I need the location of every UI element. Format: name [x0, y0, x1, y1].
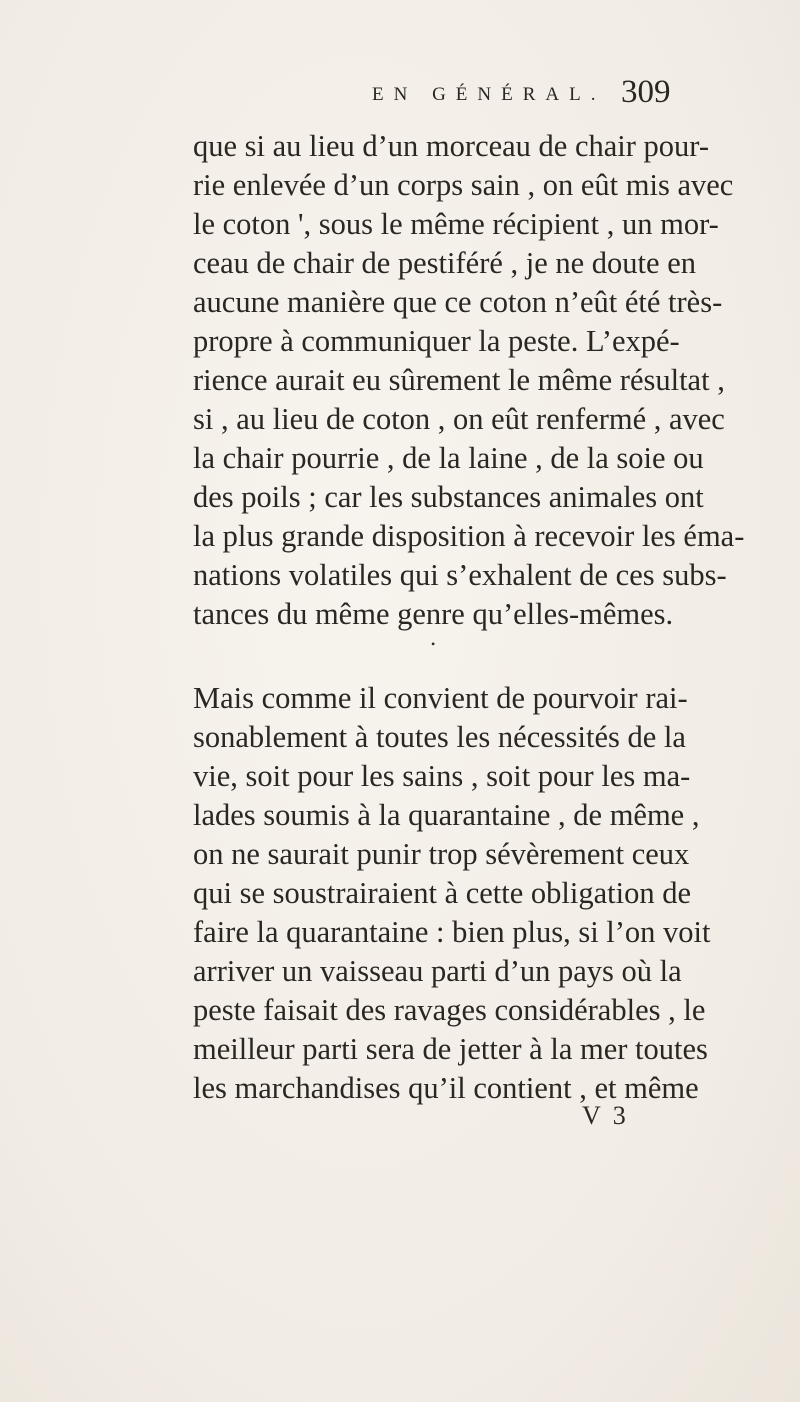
- text-line: peste faisait des ravages considérables , le: [193, 993, 706, 1027]
- text-line: Mais comme il convient de pourvoir rai-: [193, 681, 688, 715]
- text-line: meilleur parti sera de jetter à la mer toutes: [193, 1032, 708, 1066]
- text-line: aucune manière que ce coton n’eût été très-: [193, 285, 723, 319]
- running-title: EN GÉNÉRAL.: [372, 84, 606, 105]
- text-line: le coton ', sous le même récipient , un mor-: [193, 207, 719, 241]
- text-line: on ne saurait punir trop sévèrement ceux: [193, 837, 690, 871]
- text-line: rie enlevée d’un corps sain , on eût mis avec: [193, 168, 734, 202]
- text-line: ceau de chair de pestiféré , je ne doute en: [193, 246, 696, 280]
- text-line: nations volatiles qui s’exhalent de ces subs-: [193, 558, 727, 592]
- signature-mark: V 3: [582, 1101, 629, 1130]
- page-number: 309: [621, 74, 671, 110]
- text-line: sonablement à toutes les nécessités de la: [193, 720, 686, 754]
- text-line: les marchandises qu’il contient , et même: [193, 1071, 699, 1105]
- text-line: arriver un vaisseau parti d’un pays où la: [193, 954, 682, 988]
- text-line: la chair pourrie , de la laine , de la soie ou: [193, 441, 704, 475]
- text-line: lades soumis à la quarantaine , de même ,: [193, 798, 700, 832]
- text-line: rience aurait eu sûrement le même résultat ,: [193, 363, 725, 397]
- paragraph-mark: •: [431, 637, 436, 651]
- text-line: vie, soit pour les sains , soit pour les ma-: [193, 759, 691, 793]
- text-line: que si au lieu d’un morceau de chair pour-: [193, 129, 709, 163]
- text-line: la plus grande disposition à recevoir les éma-: [193, 519, 745, 553]
- text-line: tances du même genre qu’elles-mêmes.: [193, 597, 674, 631]
- text-line: qui se soustrairaient à cette obligation de: [193, 876, 692, 910]
- text-line: des poils ; car les substances animales ont: [193, 480, 704, 514]
- text-line: faire la quarantaine : bien plus, si l’on voit: [193, 915, 711, 949]
- text-line: propre à communiquer la peste. L’expé-: [193, 324, 680, 358]
- text-line: si , au lieu de coton , on eût renfermé , avec: [193, 402, 725, 436]
- running-head: [0, 68, 800, 112]
